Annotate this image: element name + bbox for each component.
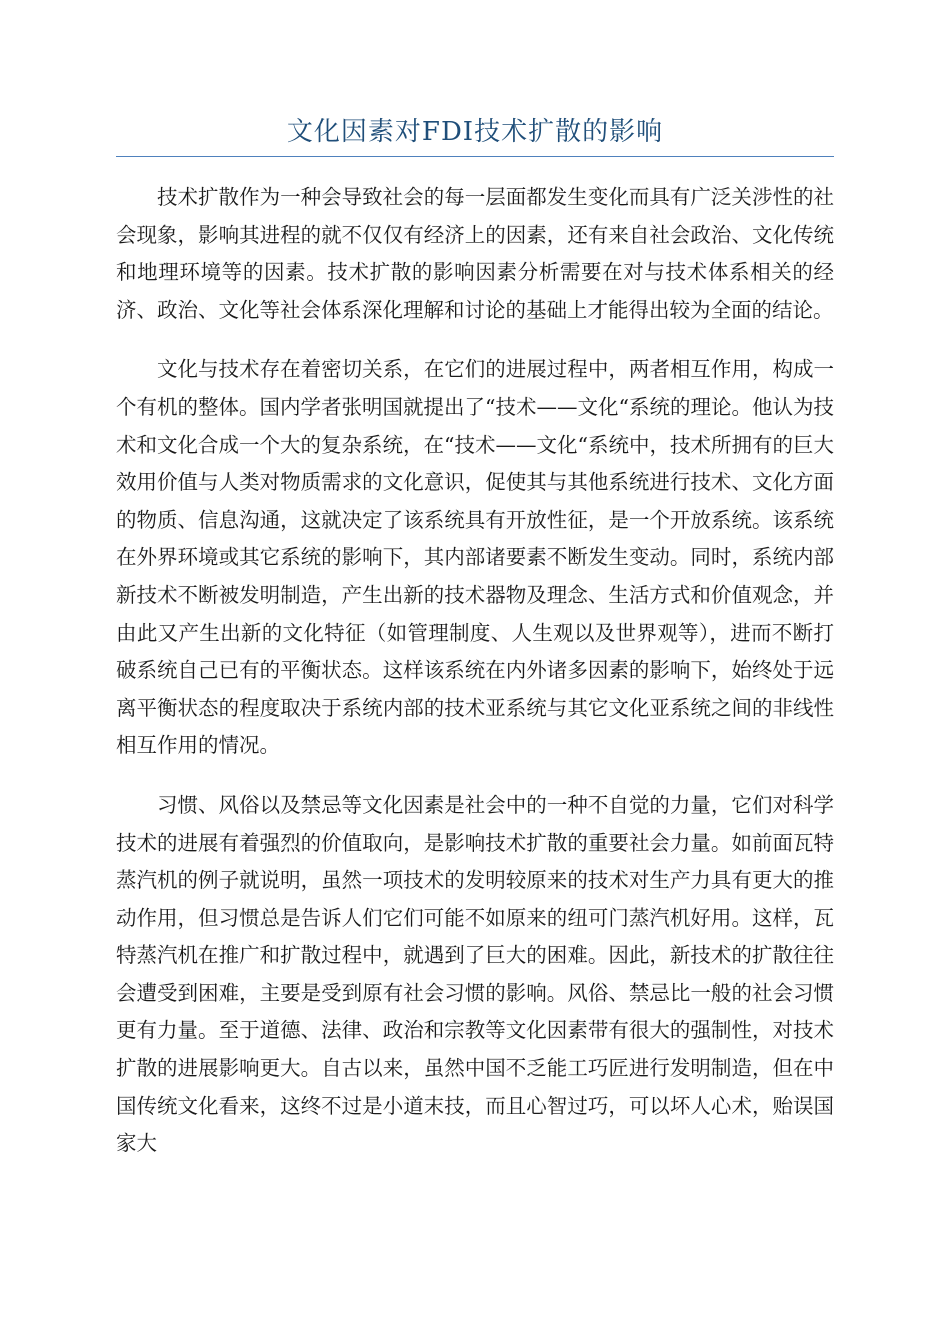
paragraph-1: 技术扩散作为一种会导致社会的每一层面都发生变化而具有广泛关涉性的社会现象，影响其进程的就不仅仅有经济上的因素，还有来自社会政治、文化传统和地理环境等的因素。技术扩散的影响因素分析需要在对与技术体系相关的经济、政治、文化等社会体系深化理解和讨论的基础上才能得出较为全面的结论。: [116, 185, 834, 322]
paragraph-3: 习惯、风俗以及禁忌等文化因素是社会中的一种不自觉的力量，它们对科学技术的进展有着强烈的价值取向，是影响技术扩散的重要社会力量。如前面瓦特蒸汽机的例子就说明，虽然一项技术的发明较原来的技术对生产力具有更大的推动作用，但习惯总是告诉人们它们可能不如原来的纽可门蒸汽机好用。这样，瓦特蒸汽机在推广和扩散过程中，就遇到了巨大的困难。因此，新技术的扩散往往会遭受到困难，主要是受到原有社会习惯的影响。风俗、禁忌比一般的社会习惯更有力量。至于道德、法律、政治和宗教等文化因素带有很大的强制性，对技术扩散的进展影响更大。自古以来，虽然中国不乏能工巧匠进行发明制造，但在中国传统文化看来，这终不过是小道末技，而且心智过巧，可以坏人心术，贻误国家大: [116, 792, 834, 1156]
document-body: [116, 179, 834, 1163]
paragraph-2: 文化与技术存在着密切关系，在它们的进展过程中，两者相互作用，构成一个有机的整体。国内学者张明国就提出了“技术——文化“系统的理论。他认为技术和文化合成一个大的复杂系统，在“技术——文化“系统中，技术所拥有的巨大效用价值与人类对物质需求的文化意识，促使其与其他系统进行技术、文化方面的物质、信息沟通，这就决定了该系统具有开放性征，是一个开放系统。该系统在外界环境或其它系统的影响下，其内部诸要素不断发生变动。同时，系统内部新技术不断被发明制造，产生出新的技术器物及理念、生活方式和价值观念，并由此又产生出新的文化特征（如管理制度、人生观以及世界观等），进而不断打破系统自己已有的平衡状态。这样该系统在内外诸多因素的影响下，始终处于远离平衡状态的程度取决于系统内部的技术亚系统与其它文化亚系统之间的非线性相互作用的情况。: [116, 357, 834, 758]
title-underline: [116, 156, 834, 157]
document-title: 文化因素对FDI技术扩散的影响: [286, 117, 664, 147]
